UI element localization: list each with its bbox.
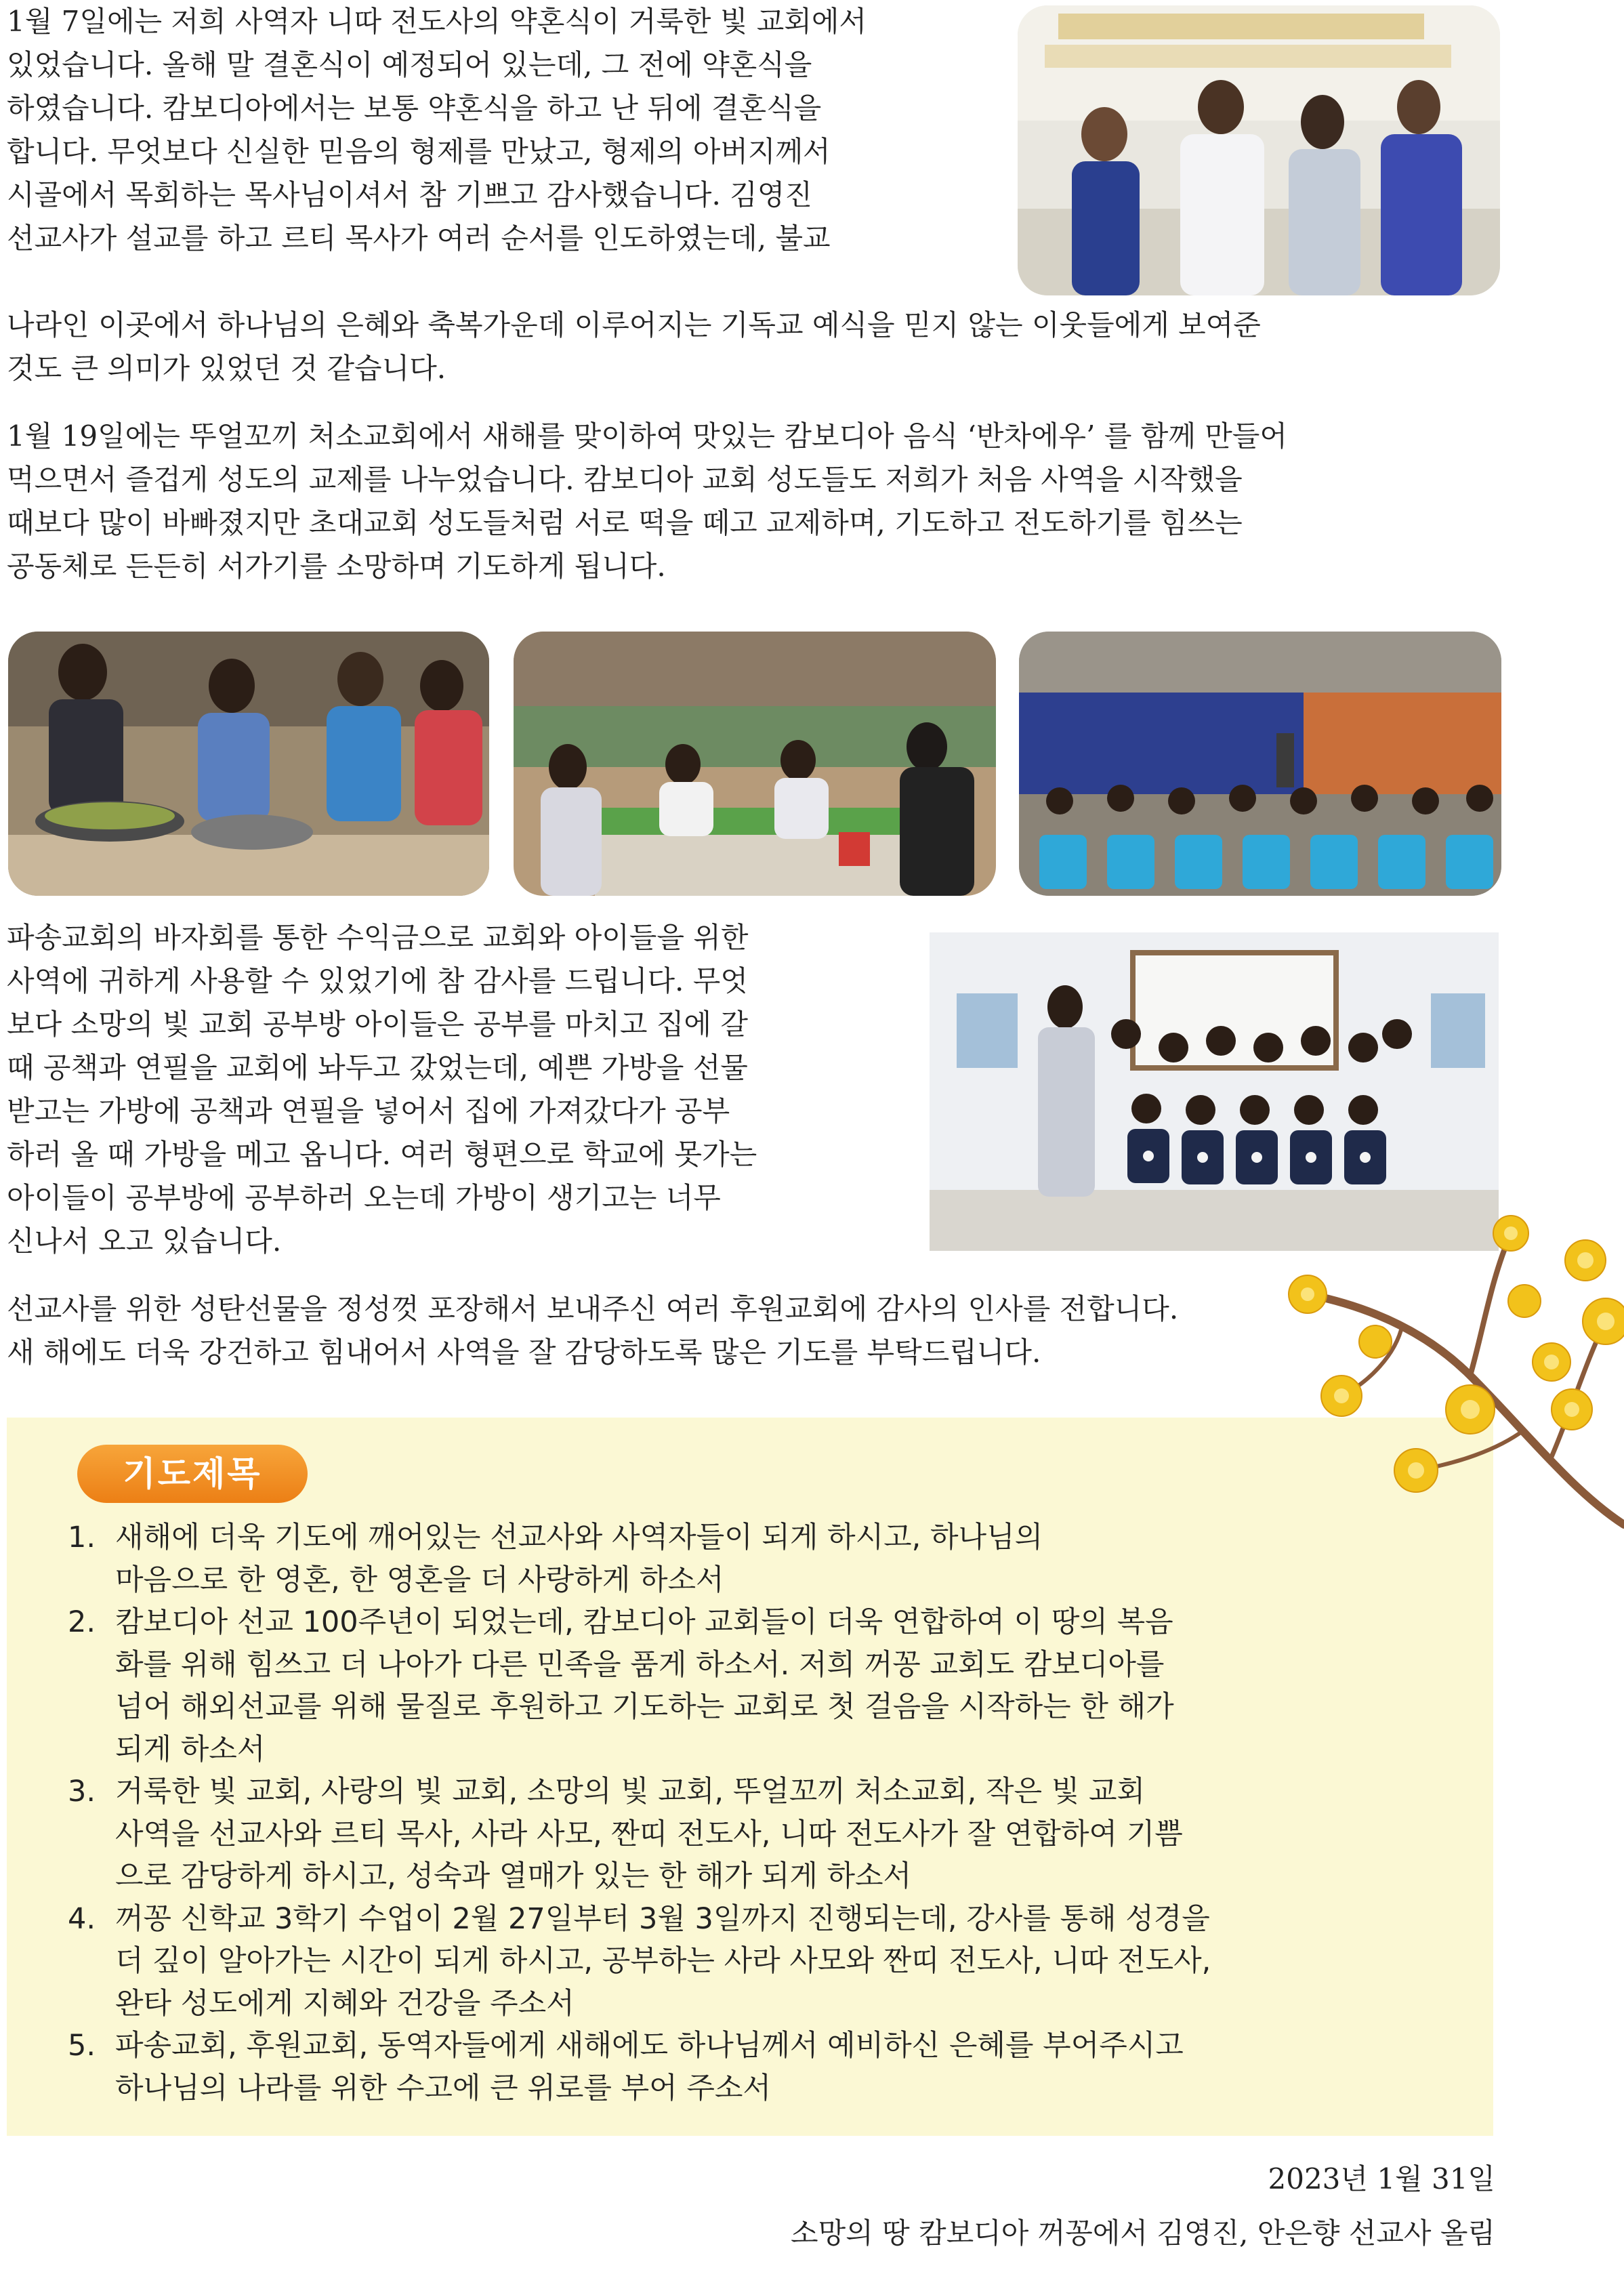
prayer-list	[68, 1516, 1450, 2109]
prayer-item-number: 5.	[68, 2029, 96, 2063]
prayer-item-text: 파송교회, 후원교회, 동역자들에게 새해에도 하나님께서 예비하신 은혜를 부어주시고 하나님의 나라를 위한 수고에 큰 위로를 부어 주소서	[115, 2029, 1184, 2105]
prayer-item-text: 캄보디아 선교 100주년이 되었는데, 캄보디아 교회들이 더욱 연합하여 이 땅의 복음 화를 위해 힘쓰고 더 나아가 다른 민족을 품게 하소서. 저희 꺼꽁 교회도 캄보디아를 넘어 해외선교를 위해 물질로 후원하고 기도하는 교회로 첫 걸음을 시작하는 한 해가 되게 하소서	[115, 1605, 1174, 1767]
prayer-item-text: 새해에 더욱 기도에 깨어있는 선교사와 사역자들이 되게 하시고, 하나님의 마음으로 한 영혼, 한 영혼을 더 사랑하게 하소서	[115, 1521, 1043, 1597]
prayer-item	[68, 2025, 1450, 2109]
prayer-item	[68, 1898, 1450, 2025]
prayer-item-number: 3.	[68, 1775, 96, 1809]
paragraph-engagement-continued: 나라인 이곳에서 하나님의 은혜와 축복가운데 이루어지는 기독교 예식을 믿지 않는 이웃들에게 보여준 것도 큰 의미가 있었던 것 같습니다.	[7, 308, 1261, 385]
engagement-photo	[1018, 5, 1500, 295]
prayer-item-number: 4.	[68, 1901, 96, 1936]
prayer-title-badge: 기도제목	[77, 1445, 308, 1503]
cooking-photo	[8, 632, 489, 896]
worship-service-photo	[1019, 632, 1501, 896]
prayer-item-number: 1.	[68, 1521, 96, 1554]
prayer-item-number: 2.	[68, 1605, 96, 1639]
paragraph-engagement: 1월 7일에는 저희 사역자 니따 전도사의 약혼식이 거룩한 빛 교회에서 있었습니다. 올해 말 결혼식이 예정되어 있는데, 그 전에 약혼식을 하였습니다. 캄보디아에서는 보통 약혼식을 하고 난 뒤에 결혼식을 합니다. 무엇보다 신실한 믿음의 형제를 만났고, 형제의 아버지께서 시골에서 목회하는 목사님이셔서 참 기쁘고 감사했습니다. 김영진 선교사가 설교를 하고 르티 목사가 여러 순서를 인도하였는데, 불교	[7, 5, 867, 255]
letter-date: 2023년 1월 31일	[1268, 2162, 1495, 2195]
letter-signature: 소망의 땅 캄보디아 꺼꽁에서 김영진, 안은향 선교사 올림	[791, 2216, 1495, 2250]
blossom-branch-icon	[1267, 1206, 1624, 1559]
prayer-item	[68, 1516, 1450, 1601]
paragraph-christmas-thanks: 선교사를 위한 성탄선물을 정성껏 포장해서 보내주신 여러 후원교회에 감사의 인사를 전합니다. 새 해에도 더욱 강건하고 힘내어서 사역을 잘 감당하도록 많은 기도를 부탁드립니다.	[7, 1292, 1179, 1369]
paragraph-bazaar-bags: 파송교회의 바자회를 통한 수익금으로 교회와 아이들을 위한 사역에 귀하게 사용할 수 있었기에 참 감사를 드립니다. 무엇 보다 소망의 빛 교회 공부방 아이들은 공부를 마치고 집에 갈 때 공책과 연필을 교회에 놔두고 갔었는데, 예쁜 가방을 선물 받고는 가방에 공책과 연필을 넣어서 집에 가져갔다가 공부 하러 올 때 가방을 메고 옵니다. 여러 형편으로 학교에 못가는 아이들이 공부방에 공부하러 오는데 가방이 생기고는 너무 신나서 오고 있습니다.	[7, 921, 757, 1258]
shared-meal-photo	[514, 632, 996, 896]
prayer-item-text: 거룩한 빛 교회, 사랑의 빛 교회, 소망의 빛 교회, 뚜얼꼬끼 처소교회, 작은 빛 교회 사역을 선교사와 르티 목사, 사라 사모, 짠띠 전도사, 니따 전도사가 잘 연합하여 기쁨 으로 감당하게 하시고, 성숙과 열매가 있는 한 해가 되게 하소서	[115, 1775, 1183, 1893]
prayer-item	[68, 1771, 1450, 1898]
children-bags-photo	[930, 932, 1499, 1251]
prayer-item-text: 꺼꽁 신학교 3학기 수업이 2월 27일부터 3월 3일까지 진행되는데, 강사를 통해 성경을 더 깊이 알아가는 시간이 되게 하시고, 공부하는 사라 사모와 짠띠 전도사, 니따 전도사, 완타 성도에게 지혜와 건강을 주소서	[115, 1901, 1211, 2021]
prayer-item	[68, 1601, 1450, 1771]
paragraph-new-year-fellowship: 1월 19일에는 뚜얼꼬끼 처소교회에서 새해를 맞이하여 맛있는 캄보디아 음식 ‘반차에우’ 를 함께 만들어 먹으면서 즐겁게 성도의 교제를 나누었습니다. 캄보디아 교회 성도들도 저희가 처음 사역을 시작했을 때보다 많이 바빠졌지만 초대교회 성도들처럼 서로 떡을 떼고 교제하며, 기도하고 전도하기를 힘쓰는 공동체로 든든히 서가기를 소망하며 기도하게 됩니다.	[7, 419, 1287, 583]
